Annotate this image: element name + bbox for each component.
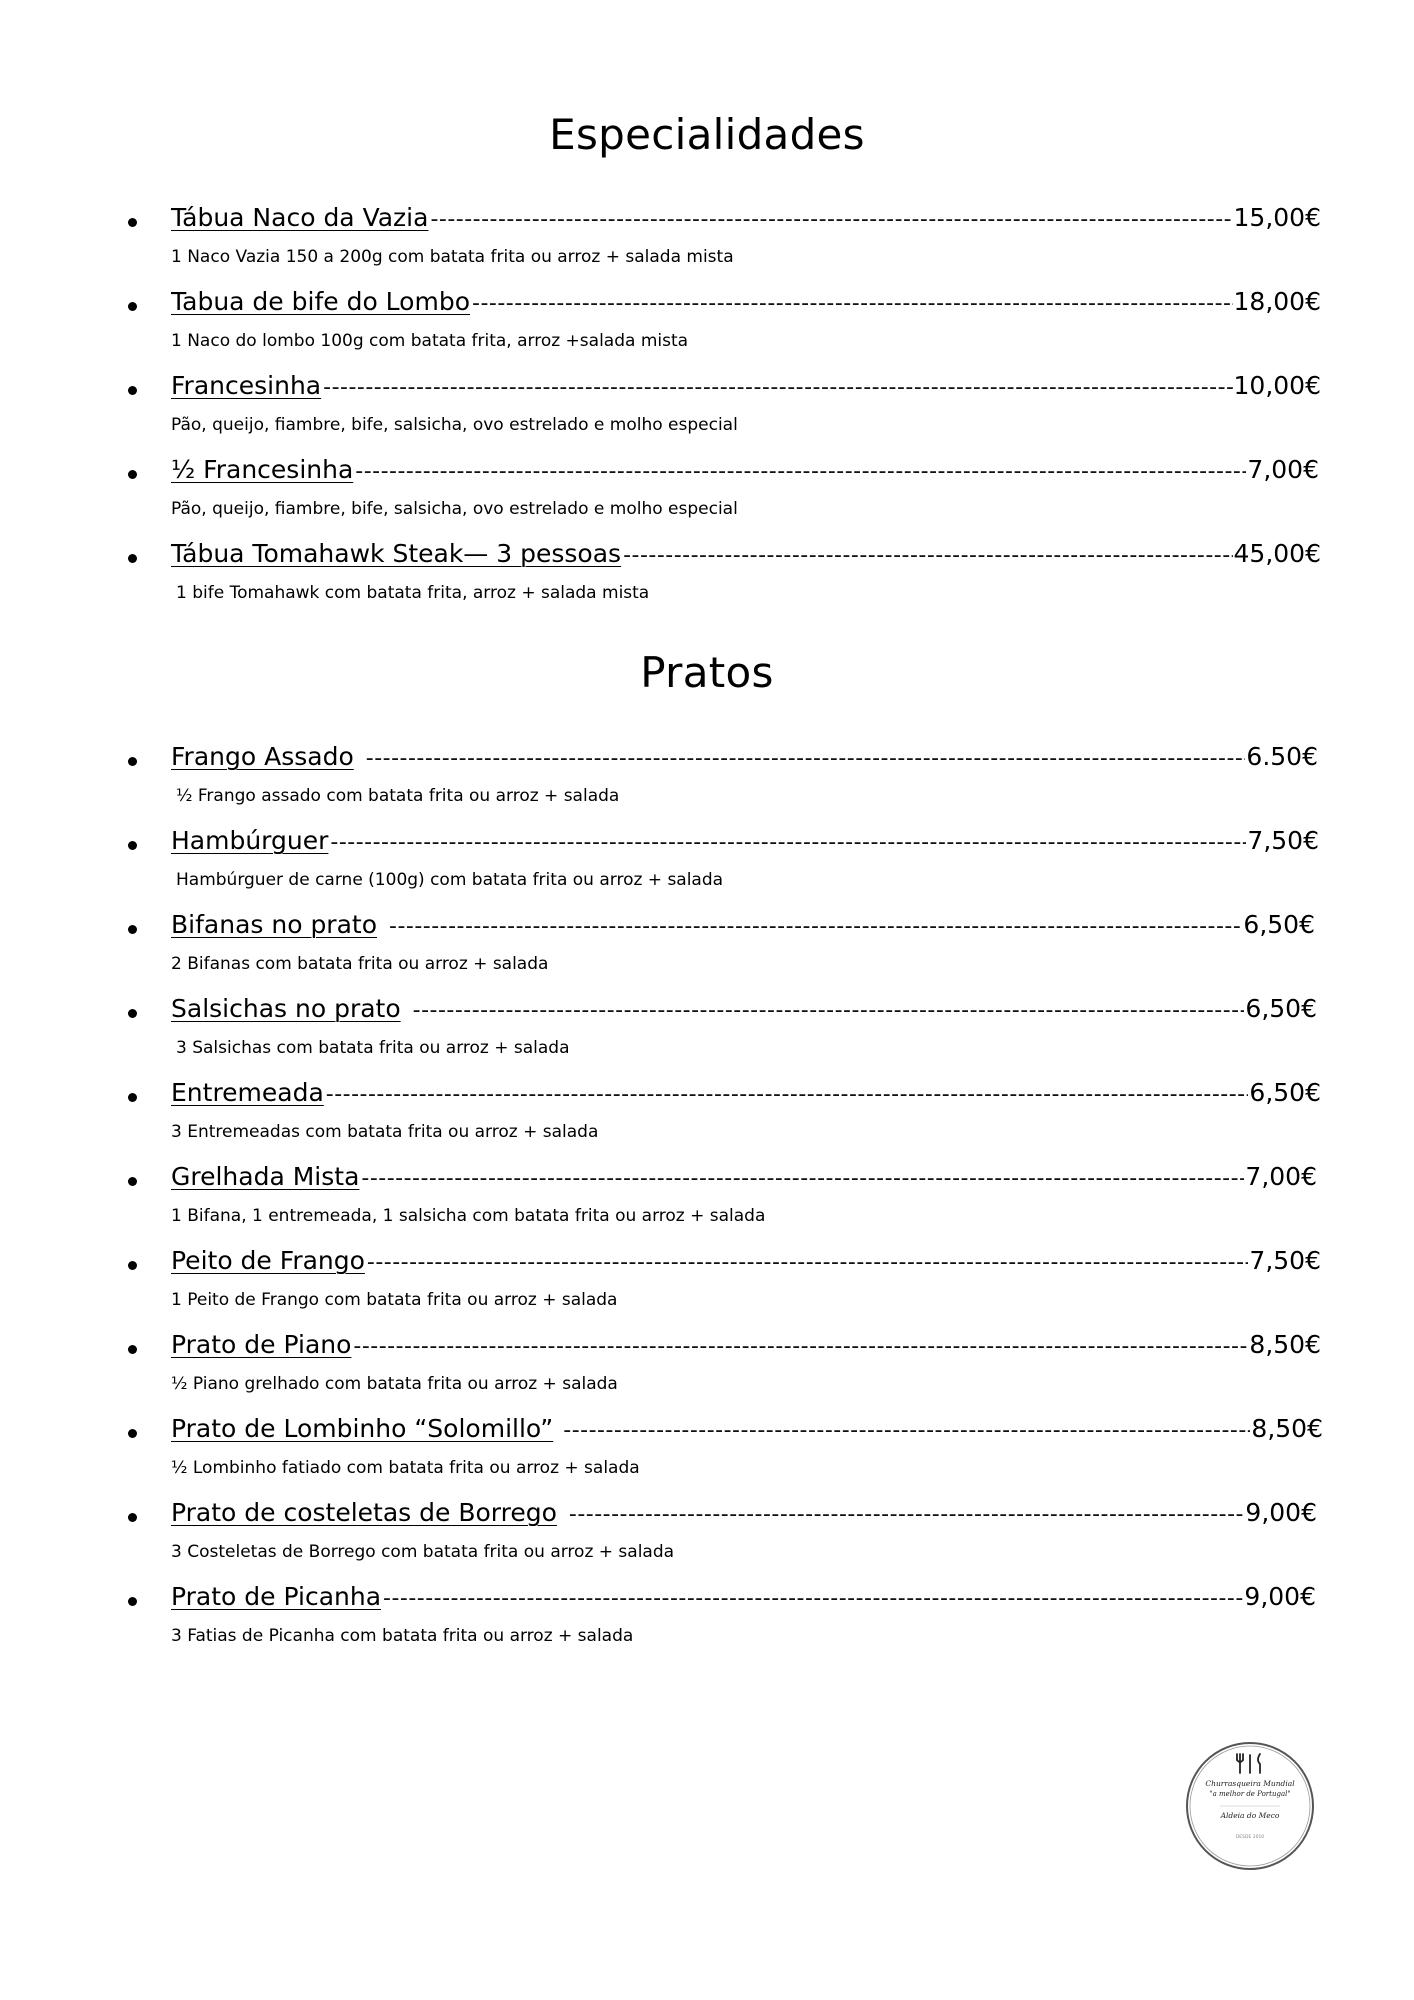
item-price: 10,00€ xyxy=(1233,371,1321,400)
dotted-leader xyxy=(328,830,1246,855)
item-row xyxy=(171,994,1317,1023)
bullet-icon xyxy=(128,470,137,479)
logo-seal xyxy=(1184,1740,1316,1872)
item-price: 18,00€ xyxy=(1233,287,1321,316)
bullet-icon xyxy=(128,1429,137,1438)
item-description: 3 Entremeadas com batata frita ou arroz + salada xyxy=(171,1122,599,1142)
item-row xyxy=(171,539,1321,568)
item-description: 3 Costeletas de Borrego com batata frita ou arroz + salada xyxy=(171,1542,675,1562)
dotted-leader xyxy=(351,1334,1248,1359)
item-description: 1 Naco do lombo 100g com batata frita, arroz +salada mista xyxy=(171,331,689,351)
item-name: Grelhada Mista xyxy=(171,1162,360,1191)
menu-item xyxy=(0,533,1414,617)
restaurant-logo xyxy=(1184,1740,1316,1872)
item-name: Tábua Naco da Vazia xyxy=(171,203,429,232)
bullet-icon xyxy=(128,841,137,850)
dotted-leader xyxy=(621,543,1232,568)
item-price: 7,00€ xyxy=(1245,1162,1317,1191)
item-price: 45,00€ xyxy=(1233,539,1321,568)
item-row xyxy=(171,742,1318,771)
item-description: Pão, queijo, fiambre, bife, salsicha, ovo estrelado e molho especial xyxy=(171,499,738,519)
menu-item xyxy=(0,904,1414,988)
item-row xyxy=(171,371,1321,400)
item-description: ½ Frango assado com batata frita ou arroz + salada xyxy=(176,786,620,806)
menu-item xyxy=(0,1240,1414,1324)
item-row xyxy=(171,826,1319,855)
item-row xyxy=(171,1246,1321,1275)
menu-item xyxy=(0,988,1414,1072)
item-row xyxy=(171,1498,1317,1527)
item-name: Prato de Piano xyxy=(171,1330,352,1359)
item-price: 15,00€ xyxy=(1233,203,1321,232)
bullet-icon xyxy=(128,1345,137,1354)
item-name: Entremeada xyxy=(171,1078,324,1107)
menu-item xyxy=(0,1156,1414,1240)
bullet-icon xyxy=(128,1093,137,1102)
item-price: 6.50€ xyxy=(1246,742,1318,771)
item-price: 7,50€ xyxy=(1249,1246,1321,1275)
menu-item xyxy=(0,1492,1414,1576)
bullet-icon xyxy=(128,386,137,395)
item-description: 1 bife Tomahawk com batata frita, arroz + salada mista xyxy=(176,583,650,603)
item-description: ½ Piano grelhado com batata frita ou arroz + salada xyxy=(171,1374,618,1394)
item-description: Pão, queijo, fiambre, bife, salsicha, ovo estrelado e molho especial xyxy=(171,415,738,435)
item-name: Tabua de bife do Lombo xyxy=(171,287,470,316)
item-name: Francesinha xyxy=(171,371,322,400)
menu-item xyxy=(0,736,1414,820)
item-name: Peito de Frango xyxy=(171,1246,365,1275)
item-price: 9,00€ xyxy=(1244,1582,1316,1611)
dotted-leader xyxy=(377,914,1242,939)
menu-item xyxy=(0,1324,1414,1408)
bullet-icon xyxy=(128,1177,137,1186)
dotted-leader xyxy=(354,746,1246,771)
dotted-leader xyxy=(381,1586,1243,1611)
cutlery-icon xyxy=(1237,1754,1260,1773)
especialidades-list xyxy=(0,197,1414,617)
especialidades-title: Especialidades xyxy=(549,110,865,159)
item-name: Bifanas no prato xyxy=(171,910,378,939)
item-price: 7,50€ xyxy=(1247,826,1319,855)
logo-slogan: "a melhor de Portugal" xyxy=(1209,1790,1291,1798)
bullet-icon xyxy=(128,1261,137,1270)
item-row xyxy=(171,910,1315,939)
item-price: 8,50€ xyxy=(1251,1414,1323,1443)
bullet-icon xyxy=(128,1009,137,1018)
item-name: Prato de Lombinho “Solomillo” xyxy=(171,1414,554,1443)
item-price: 7,00€ xyxy=(1247,455,1319,484)
item-row xyxy=(171,287,1321,316)
dotted-leader xyxy=(557,1502,1245,1527)
dotted-leader xyxy=(428,207,1232,232)
bullet-icon xyxy=(128,1597,137,1606)
item-description: Hambúrguer de carne (100g) com batata frita ou arroz + salada xyxy=(176,870,724,890)
bullet-icon xyxy=(128,1513,137,1522)
item-description: 1 Peito de Frango com batata frita ou arroz + salada xyxy=(171,1290,618,1310)
dotted-leader xyxy=(324,1082,1249,1107)
pratos-list xyxy=(0,736,1414,1660)
bullet-icon xyxy=(128,757,137,766)
logo-location: Aldeia do Meco xyxy=(1220,1811,1280,1820)
dotted-leader xyxy=(359,1166,1244,1191)
item-row xyxy=(171,1330,1321,1359)
item-row xyxy=(171,1414,1323,1443)
item-name: Prato de Picanha xyxy=(171,1582,382,1611)
pratos-title: Pratos xyxy=(640,648,774,697)
item-description: 2 Bifanas com batata frita ou arroz + salada xyxy=(171,954,549,974)
item-price: 6,50€ xyxy=(1249,1078,1321,1107)
item-description: 1 Naco Vazia 150 a 200g com batata frita ou arroz + salada mista xyxy=(171,247,734,267)
dotted-leader xyxy=(365,1250,1249,1275)
item-price: 9,00€ xyxy=(1245,1498,1317,1527)
dotted-leader xyxy=(401,998,1245,1023)
item-description: 1 Bifana, 1 entremeada, 1 salsicha com batata frita ou arroz + salada xyxy=(171,1206,766,1226)
menu-item xyxy=(0,1072,1414,1156)
logo-name: Churrasqueira Mundial xyxy=(1205,1779,1295,1788)
menu-item xyxy=(0,197,1414,281)
dotted-leader xyxy=(321,375,1232,400)
menu-item xyxy=(0,1576,1414,1660)
dotted-leader xyxy=(561,1418,1250,1443)
item-row xyxy=(171,203,1321,232)
item-name: Hambúrguer xyxy=(171,826,329,855)
item-row xyxy=(171,1162,1317,1191)
item-name: Salsichas no prato xyxy=(171,994,401,1023)
item-name: Frango Assado xyxy=(171,742,354,771)
item-name: Prato de costeletas de Borrego xyxy=(171,1498,557,1527)
item-description: ½ Lombinho fatiado com batata frita ou arroz + salada xyxy=(171,1458,640,1478)
bullet-icon xyxy=(128,218,137,227)
item-description: 3 Fatias de Picanha com batata frita ou arroz + salada xyxy=(171,1626,634,1646)
item-price: 8,50€ xyxy=(1249,1330,1321,1359)
menu-item xyxy=(0,1408,1414,1492)
item-row xyxy=(171,455,1319,484)
menu-item xyxy=(0,449,1414,533)
menu-item xyxy=(0,365,1414,449)
dotted-leader xyxy=(470,291,1233,316)
logo-since: DESDE 2010 xyxy=(1235,1835,1265,1840)
item-name: ½ Francesinha xyxy=(171,455,354,484)
menu-item xyxy=(0,281,1414,365)
menu-item xyxy=(0,820,1414,904)
item-price: 6,50€ xyxy=(1245,994,1317,1023)
item-name: Tábua Tomahawk Steak— 3 pessoas xyxy=(171,539,622,568)
bullet-icon xyxy=(128,302,137,311)
bullet-icon xyxy=(128,925,137,934)
item-price: 6,50€ xyxy=(1243,910,1315,939)
dotted-leader xyxy=(353,459,1246,484)
item-description: 3 Salsichas com batata frita ou arroz + salada xyxy=(176,1038,570,1058)
item-row xyxy=(171,1582,1316,1611)
bullet-icon xyxy=(128,554,137,563)
item-row xyxy=(171,1078,1321,1107)
